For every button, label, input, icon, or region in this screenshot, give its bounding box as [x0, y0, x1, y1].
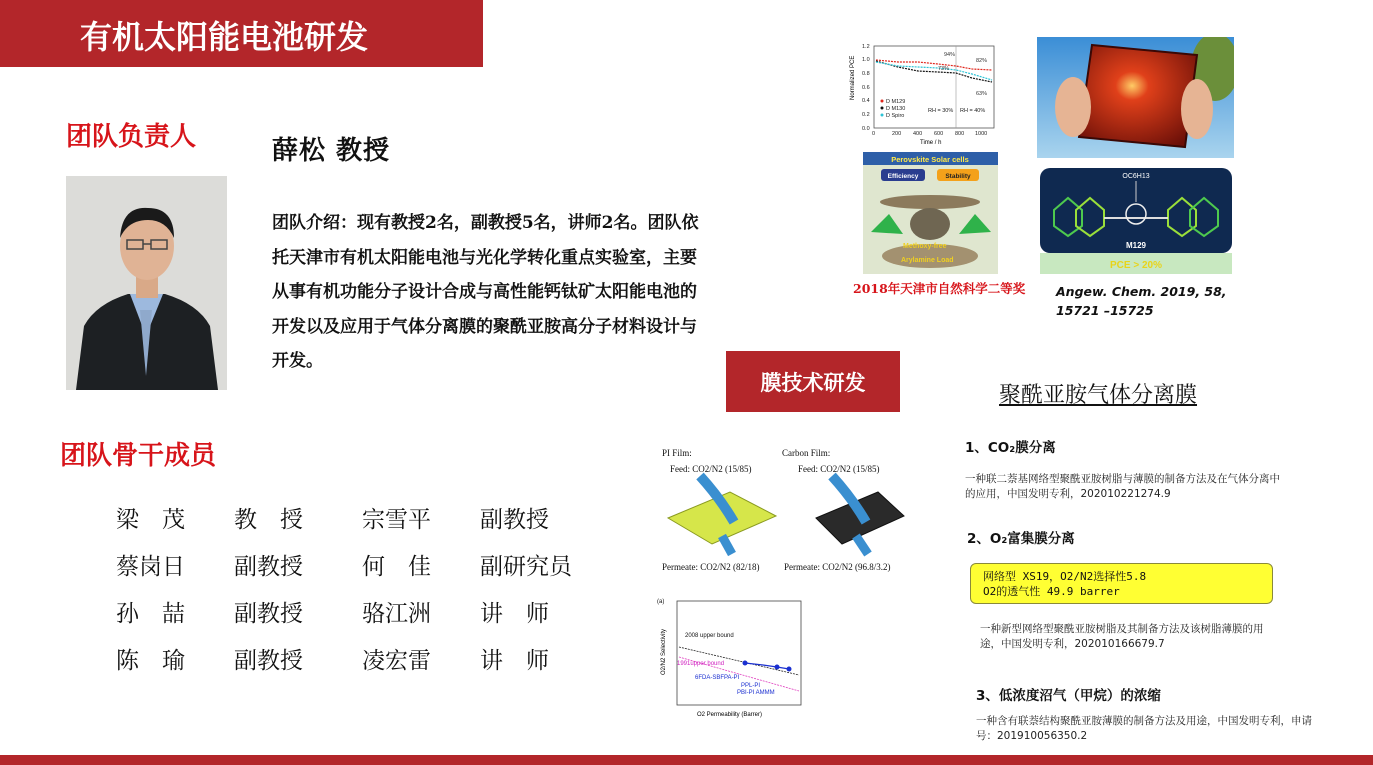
- member-name: 何 佳: [362, 554, 431, 580]
- member-title: 副研究员: [480, 554, 572, 580]
- item-heading: 2、O₂富集膜分离: [967, 531, 1075, 547]
- x-tick: 1000: [975, 131, 988, 137]
- award-text: 2018年天津市自然科学二等奖: [853, 281, 1026, 296]
- legend-item: D M129: [886, 99, 906, 105]
- member-name: 蔡岗日: [116, 554, 185, 580]
- highlight-line: O2的透气性 49.9 barrer: [983, 585, 1120, 598]
- bound-1991: 1991upper bound: [677, 661, 725, 667]
- member-name: 梁 茂: [116, 507, 185, 533]
- solar-panel-photo: [1037, 37, 1234, 158]
- chart-annotation: 63%: [976, 91, 988, 97]
- chart-annotation: 82%: [976, 58, 988, 64]
- highlight-box: [970, 563, 1273, 604]
- y-tick: 1.0: [862, 57, 870, 63]
- plot-label: 6FDA-SBFPA-PI: [695, 675, 740, 681]
- chart-annotation: RH = 30%: [928, 108, 954, 114]
- rock-label-left: Methoxy-free: [903, 243, 947, 250]
- highlight-line: 网络型 XS19，O2/N2选择性5.8: [983, 570, 1147, 583]
- bottom-bar: [0, 755, 1373, 765]
- member-name: 宗雪平: [362, 507, 431, 533]
- plot-ylabel: O2/N2 Selectivity: [661, 628, 667, 675]
- member-list: [116, 494, 572, 682]
- tag-efficiency: Efficiency: [887, 173, 919, 180]
- film2-permeate: Permeate: CO2/N2 (96.8/3.2): [784, 562, 891, 572]
- film2-title: Carbon Film:: [782, 448, 831, 458]
- member-name: 孙 喆: [116, 601, 185, 627]
- y-tick: 0.2: [862, 112, 870, 118]
- molecule-graphic: [1040, 168, 1232, 274]
- member-title: 副教授: [480, 507, 549, 533]
- chart-annotation: RH = 40%: [960, 108, 986, 114]
- tag-stability: Stability: [945, 173, 971, 180]
- film2-feed: Feed: CO2/N2 (15/85): [798, 464, 880, 474]
- perovskite-banner: Perovskite Solar cells: [891, 155, 969, 164]
- film1-feed: Feed: CO2/N2 (15/85): [670, 464, 752, 474]
- y-tick: 0.6: [862, 85, 870, 91]
- member-row: [116, 588, 572, 635]
- x-tick: 0: [872, 131, 876, 137]
- item-desc: 一种新型网络型聚酰亚胺树脂及其制备方法及该树脂薄膜的用途，中国发明专利，202010166679.7: [980, 623, 1264, 650]
- item-desc: 一种含有联萘结构聚酰亚胺薄膜的制备方法及用途，中国发明专利，申请号：201910056350.2: [976, 715, 1312, 742]
- y-tick: 0.0: [862, 126, 870, 132]
- member-name: 陈 瑜: [116, 648, 185, 674]
- x-tick: 200: [892, 131, 902, 137]
- perovskite-graphic: [863, 152, 998, 274]
- membrane-tech-button[interactable]: 膜技术研发: [726, 351, 900, 412]
- citation: [1056, 282, 1227, 320]
- citation-line: Angew. Chem. 2019, 58,: [1056, 284, 1227, 299]
- page-title: 有机太阳能电池研发: [80, 18, 369, 56]
- y-tick: 0.8: [862, 71, 870, 77]
- member-row: [116, 494, 572, 541]
- legend-item: D Spiro: [886, 113, 905, 119]
- y-tick: 1.2: [862, 44, 870, 50]
- member-row: [116, 635, 572, 682]
- member-title: 讲 师: [480, 648, 549, 674]
- item-heading: 3、低浓度沼气（甲烷）的浓缩: [976, 688, 1161, 704]
- film1-permeate: Permeate: CO2/N2 (82/18): [662, 562, 760, 572]
- member-name: 骆江洲: [362, 601, 431, 627]
- chart-ylabel: Normalized PCE: [850, 55, 856, 100]
- team-intro: 团队介绍：现有教授2名，副教授5名，讲师2名。团队依托天津市有机太阳能电池与光化学转化重点实验室，主要从事有机功能分子设计合成与高性能钙钛矿太阳能电池的开发以及应用于气体分离膜的聚酰亚胺高分子材料设计与开发。: [272, 213, 699, 371]
- chart-annotation: 94%: [944, 52, 956, 58]
- member-title: 教 授: [234, 507, 303, 533]
- citation-line: 15721 –15725: [1056, 303, 1154, 318]
- molecule-name: M129: [1125, 241, 1147, 250]
- member-title: 讲 师: [480, 601, 549, 627]
- chart-annotation: 73%: [938, 66, 950, 72]
- film-diagram: [660, 446, 905, 578]
- y-tick: 0.4: [862, 98, 870, 104]
- item-heading: 1、CO₂膜分离: [965, 440, 1056, 456]
- film1-title: PI Film:: [662, 448, 692, 458]
- legend-item: D M130: [886, 106, 906, 112]
- x-tick: 600: [934, 131, 944, 137]
- leader-name: 薛松 教授: [272, 136, 391, 166]
- member-name: 凌宏雷: [362, 648, 431, 674]
- stability-chart: [848, 40, 1000, 148]
- pi-membrane-title: 聚酰亚胺气体分离膜: [999, 383, 1198, 408]
- item-desc: 一种联二萘基网络型聚酰亚胺树脂与薄膜的制备方法及在气体分离中的应用，中国发明专利，202010221274.9: [965, 473, 1280, 500]
- bound-2008: 2008 upper bound: [685, 633, 734, 639]
- molecule-top-label: OC6H13: [1122, 173, 1150, 180]
- molecule-pce: PCE > 20%: [1110, 260, 1162, 271]
- member-title: 副教授: [234, 554, 303, 580]
- plot-xlabel: O2 Permeability (Barrer): [697, 712, 763, 718]
- rock-label-right: Arylamine Load: [901, 257, 954, 264]
- members-section-label: 团队骨干成员: [60, 441, 217, 471]
- x-tick: 800: [955, 131, 965, 137]
- member-title: 副教授: [234, 601, 303, 627]
- plot-label: PBI-PI AMMM: [737, 690, 775, 696]
- plot-panel-label: (a): [657, 599, 665, 605]
- leader-section-label: 团队负责人: [66, 122, 197, 152]
- member-title: 副教授: [234, 648, 303, 674]
- member-row: [116, 541, 572, 588]
- x-tick: 400: [913, 131, 923, 137]
- leader-photo: [66, 176, 227, 390]
- plot-label: PPL-PI: [741, 683, 761, 689]
- chart-xlabel: Time / h: [920, 140, 942, 146]
- robeson-plot: [655, 595, 805, 720]
